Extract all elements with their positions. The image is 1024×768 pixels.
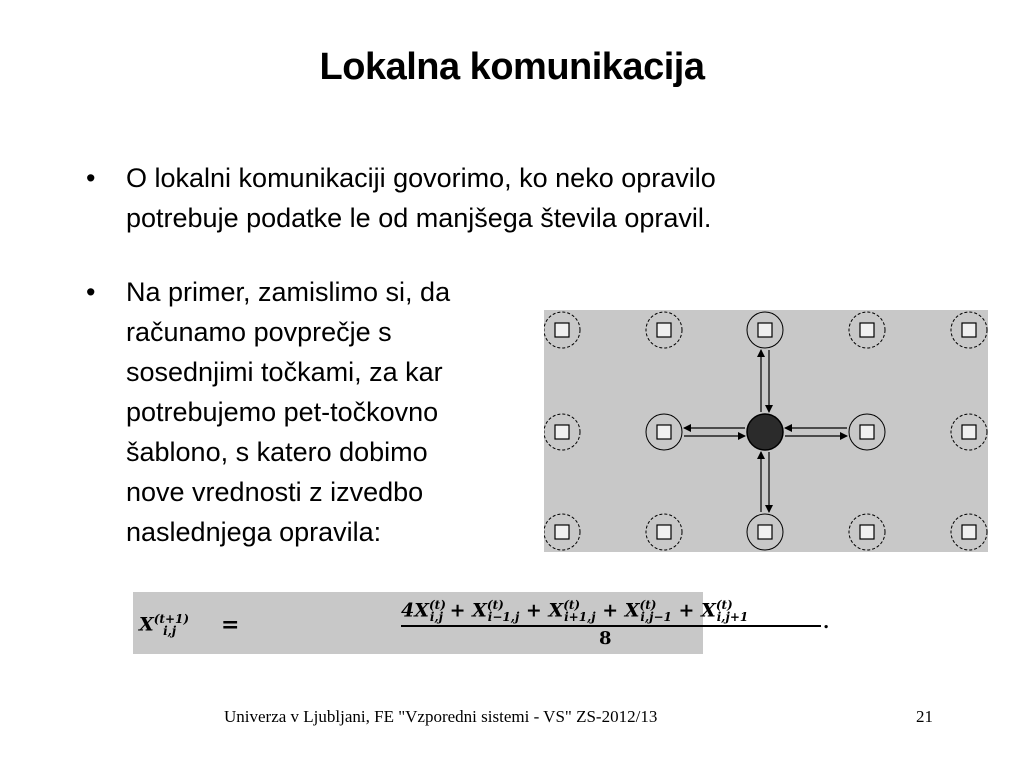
bullet-line: šablono, s katero dobimo: [126, 437, 428, 467]
stencil-svg: [544, 310, 988, 552]
page-number: 21: [916, 707, 933, 726]
grid-point-square: [962, 323, 976, 337]
grid-point-square: [555, 525, 569, 539]
center-point: [747, 414, 783, 450]
bullet-line: sosednjimi točkami, za kar: [126, 357, 443, 387]
bullet-marker: •: [86, 163, 96, 193]
formula-denominator: 8: [599, 628, 612, 649]
bullet-line: O lokalni komunikaciji govorimo, ko neko opravilo: [126, 163, 716, 193]
bullet-line: naslednjega opravila:: [126, 517, 382, 547]
bullet-line: računamo povprečje s: [126, 317, 392, 347]
grid-point-square: [657, 323, 671, 337]
formula-lhs: $X^{(t+1)}_{i,j}$: [139, 612, 190, 639]
grid-point-square: [758, 525, 772, 539]
grid-point-square: [962, 425, 976, 439]
bullet-line: Na primer, zamislimo si, da: [126, 277, 451, 307]
grid-point-square: [962, 525, 976, 539]
bullet-line: nove vrednosti z izvedbo: [126, 477, 424, 507]
formula-numerator: $4X^{(t)}_{i,j} + X^{(t)}_{i-1,j} + X^{(t)}_{i+1,j} + X^{(t)}_{i,j-1} + X^{(t)}_{i,j+1}$: [401, 598, 749, 625]
bullet-marker: •: [86, 277, 96, 307]
grid-point-square: [555, 323, 569, 337]
bullet-line: potrebuje podatke le od manjšega števila opravil.: [126, 203, 712, 233]
fraction-bar: [401, 625, 821, 627]
formula-period: .: [823, 612, 830, 633]
grid-point-square: [758, 323, 772, 337]
footer-text: Univerza v Ljubljani, FE "Vzporedni sistemi - VS" ZS-2012/13: [224, 707, 658, 726]
bullet-example: [86, 272, 556, 562]
grid-point-square: [657, 525, 671, 539]
slide-title: Lokalna komunikacija: [319, 46, 705, 88]
five-point-stencil-diagram: [544, 310, 988, 552]
bullet-line: potrebujemo pet-točkovno: [126, 397, 439, 427]
bullet-text: [126, 272, 450, 552]
stencil-formula: [133, 592, 830, 654]
bullet-text: [126, 158, 716, 238]
grid-point-square: [657, 425, 671, 439]
grid-point-square: [860, 425, 874, 439]
bullet-local-communication: [86, 158, 906, 248]
grid-point-square: [860, 323, 874, 337]
formula-equals: =: [221, 612, 240, 638]
grid-point-square: [860, 525, 874, 539]
grid-point-square: [555, 425, 569, 439]
